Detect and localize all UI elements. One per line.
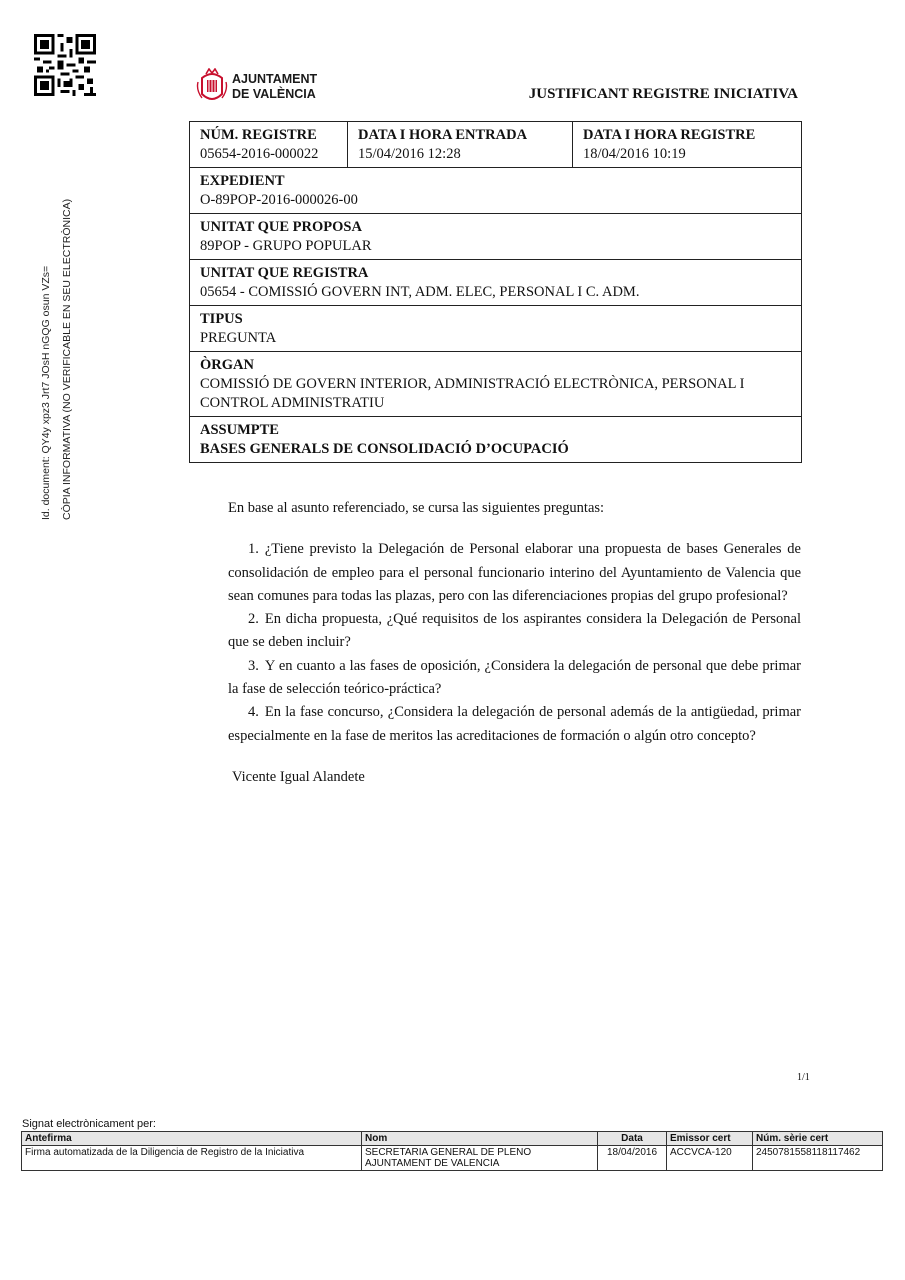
col-data: Data xyxy=(598,1132,667,1146)
registering-unit-value: 05654 - COMISSIÓ GOVERN INT, ADM. ELEC, PERSONAL I C. ADM. xyxy=(200,284,640,300)
type-value: PREGUNTA xyxy=(200,330,277,346)
organ-cell xyxy=(190,352,802,417)
organ-value: COMISSIÓ DE GOVERN INTERIOR, ADMINISTRACIÓ ELECTRÒNICA, PERSONAL I CONTROL ADMINISTRATIU xyxy=(200,376,745,411)
registry-date-value: 18/04/2016 10:19 xyxy=(583,146,686,162)
registering-unit-label: UNITAT QUE REGISTRA xyxy=(200,265,369,281)
nom-value xyxy=(362,1146,598,1171)
nom-line-1: SECRETARIA GENERAL DE PLENO xyxy=(365,1147,532,1158)
col-emissor: Emissor cert xyxy=(667,1132,753,1146)
col-antefirma: Antefirma xyxy=(22,1132,362,1146)
city-crest-icon xyxy=(196,68,228,108)
signature-caption: Signat electrònicament per: xyxy=(22,1118,156,1130)
question-number: 2. xyxy=(248,611,259,628)
question-number: 4. xyxy=(248,704,259,721)
proposing-unit-label: UNITAT QUE PROPOSA xyxy=(200,219,362,235)
page-number: 1/1 xyxy=(797,1072,810,1083)
registering-unit-cell xyxy=(190,260,802,306)
registry-number-value: 05654-2016-000022 xyxy=(200,146,319,162)
registry-date-cell xyxy=(573,122,802,168)
subject-value: BASES GENERALS DE CONSOLIDACIÓ D’OCUPACIÓ xyxy=(200,441,569,457)
logo-line-1: AJUNTAMENT xyxy=(232,72,318,86)
expedient-value: O-89POP-2016-000026-00 xyxy=(200,192,358,208)
type-label: TIPUS xyxy=(200,311,243,327)
entry-date-label: DATA I HORA ENTRADA xyxy=(358,127,528,143)
copy-notice: CÒPIA INFORMATIVA (NO VERIFICABLE EN SEU ELECTRÒNICA) xyxy=(61,198,73,520)
emissor-value: ACCVCA-120 xyxy=(667,1146,753,1171)
registry-date-label: DATA I HORA REGISTRE xyxy=(583,127,756,143)
proposing-unit-cell xyxy=(190,214,802,260)
data-value: 18/04/2016 xyxy=(598,1146,667,1171)
organ-label: ÒRGAN xyxy=(200,357,254,373)
antefirma-value: Firma automatizada de la Diligencia de Registro de la Iniciativa xyxy=(22,1146,362,1171)
qr-code xyxy=(34,34,96,96)
registry-table xyxy=(189,121,802,463)
entry-date-value: 15/04/2016 12:28 xyxy=(358,146,461,162)
col-serie: Núm. sèrie cert xyxy=(753,1132,883,1146)
signature-table xyxy=(21,1131,883,1171)
nom-line-2: AJUNTAMENT DE VALENCIA xyxy=(365,1158,500,1169)
subject-label: ASSUMPTE xyxy=(200,422,279,438)
table-row xyxy=(22,1146,883,1171)
question-1 xyxy=(228,538,801,608)
expedient-cell xyxy=(190,168,802,214)
document-body xyxy=(228,497,801,789)
logo-line-2: DE VALÈNCIA xyxy=(232,87,316,101)
document-title: JUSTIFICANT REGISTRE INICIATIVA xyxy=(528,86,798,102)
document-id: Id. document: QY4y xpz3 Jrt7 JOsH nGQG osun VZs= xyxy=(40,265,52,520)
intro-paragraph: En base al asunto referenciado, se cursa las siguientes preguntas: xyxy=(228,500,605,516)
registry-row-dates xyxy=(190,122,802,168)
registry-number-label: NÚM. REGISTRE xyxy=(200,127,317,143)
question-text: En dicha propuesta, ¿Qué requisitos de los aspirantes considera la Delegación de Personal que se deben incluir? xyxy=(228,611,801,651)
entry-date-cell xyxy=(348,122,573,168)
question-4 xyxy=(228,701,801,748)
serie-value: 2450781558118117462 xyxy=(753,1146,883,1171)
question-number: 1. xyxy=(248,541,259,558)
subject-cell xyxy=(190,417,802,463)
ajuntament-logo xyxy=(196,68,336,108)
signature-table-header xyxy=(22,1132,883,1146)
type-cell xyxy=(190,306,802,352)
question-text: En la fase concurso, ¿Considera la delegación de personal además de la antigüedad, primar especialmente en la fase de meritos las acreditaciones de formación o algún otro concepto? xyxy=(228,704,801,744)
col-nom: Nom xyxy=(362,1132,598,1146)
question-number: 3. xyxy=(248,657,259,674)
question-text: Y en cuanto a las fases de oposición, ¿Considera la delegación de personal que debe primar la fase de selección teórico-práctica? xyxy=(228,657,801,698)
expedient-label: EXPEDIENT xyxy=(200,173,285,189)
question-text: ¿Tiene previsto la Delegación de Personal elaborar una propuesta de bases Generales de consolidación de empleo para el personal funcionario interino del Ayuntamiento de Valencia que sean comunes para todas las plazas, pero con las diferenciaciones propias del grupo profesional? xyxy=(228,541,801,604)
registry-number-cell xyxy=(190,122,348,168)
question-3 xyxy=(228,655,801,702)
signature-name: Vicente Igual Alandete xyxy=(232,768,365,785)
proposing-unit-value: 89POP - GRUPO POPULAR xyxy=(200,238,372,254)
question-2 xyxy=(228,608,801,655)
